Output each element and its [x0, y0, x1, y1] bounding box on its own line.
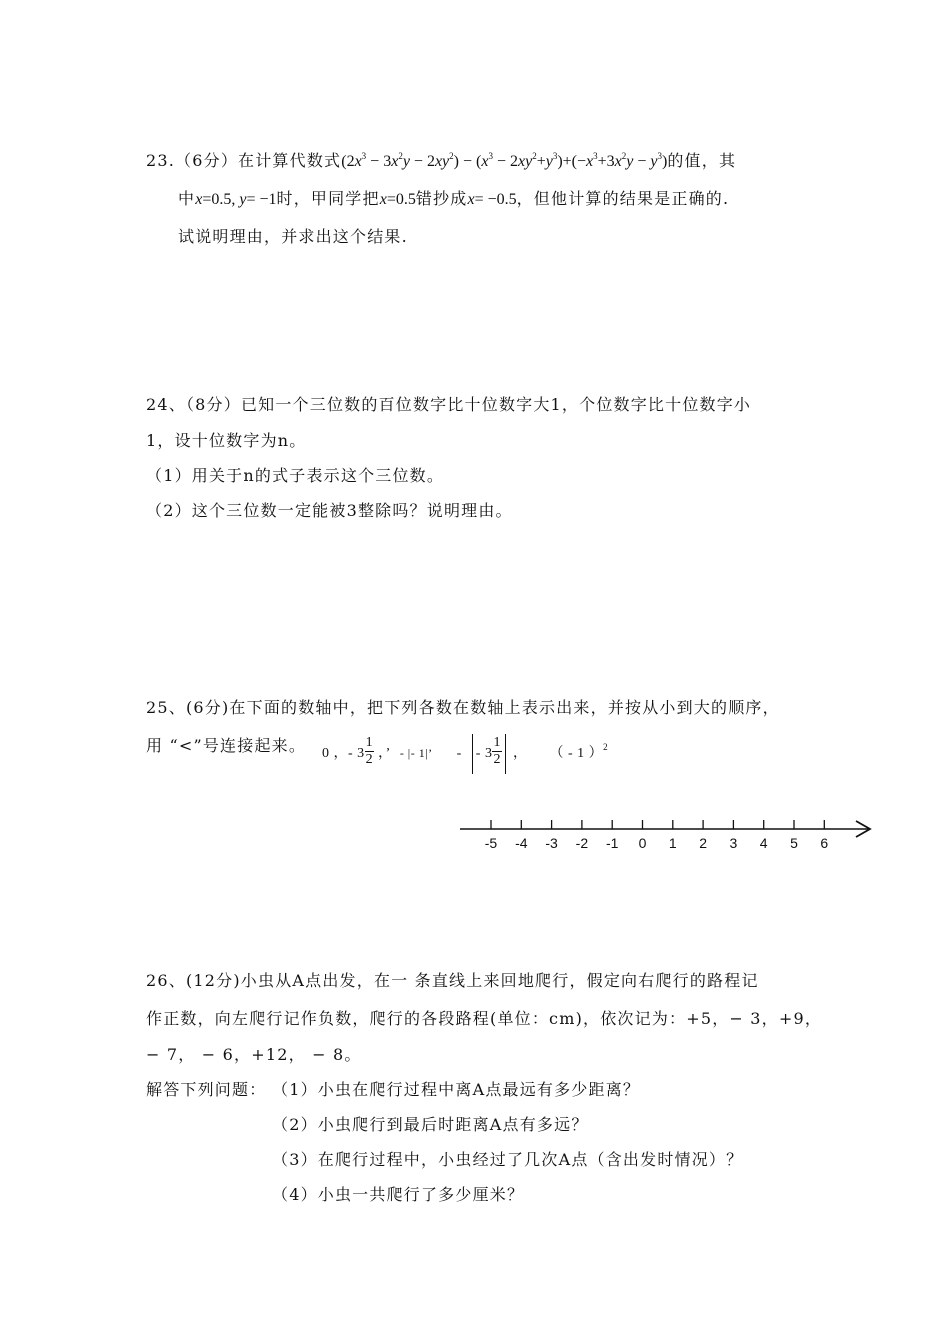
q25-sep2: ，’: [378, 746, 391, 762]
tick-label-3: 3: [729, 835, 738, 851]
q26-sub2: （2）小虫爬行到最后时距离A点有多远？: [272, 1115, 589, 1134]
q23-line2-c: 错抄成: [415, 189, 468, 208]
q23-expression: $(2x^3 - 3x^2y - 2xy^2) - (x^3 - 2xy^2+y^3)+(-x^3+3x^2y - y^3)$: [341, 151, 668, 170]
q23-line2-b: 时，甲同学把: [276, 189, 380, 208]
number-line: [0, 805, 950, 885]
q23-line3: 试说明理由，并求出这个结果.: [178, 227, 408, 246]
tick-label--4: -4: [515, 835, 528, 851]
q25-n0: 0: [322, 746, 330, 762]
q23-line2-d: ，但他计算的结果是正确的.: [516, 189, 730, 208]
q24-sub1: （1）用关于n的式子表示这个三位数。: [146, 466, 445, 485]
q25-abs: - |- 1|’: [399, 746, 433, 761]
q25-power-exp: 2: [603, 742, 609, 753]
tick-label-0: 0: [638, 835, 647, 851]
q25-mixed-fraction: $\frac{1}{2}$: [365, 734, 374, 767]
q25-sep3: ，: [512, 746, 528, 762]
tick-label-6: 6: [820, 835, 829, 851]
q24-sub2: （2）这个三位数一定能被3整除吗？说明理由。: [146, 501, 513, 520]
number-line-ticks: [485, 820, 829, 851]
q23-condition: x=0.5, y= −1: [195, 191, 277, 208]
q25-neg: -: [456, 746, 462, 762]
q26-sub1: （1）小虫在爬行过程中离A点最远有多少距离？: [272, 1080, 641, 1099]
q25-number-list: [322, 734, 608, 774]
q26-sub3: （3）在爬行过程中，小虫经过了几次A点（含出发时情况）？: [272, 1150, 744, 1169]
q26-line2: 作正数，向左爬行记作负数，爬行的各段路程(单位：cm)，依次记为：+5，− 3，+9，: [146, 1009, 823, 1028]
q24-line2: 1，设十位数字为n。: [146, 431, 307, 450]
q25-right-paren-bar: [505, 734, 506, 774]
tick-label--1: -1: [605, 835, 619, 851]
q23-wrong1: x=0.5: [379, 191, 416, 208]
q25-sep1: ，- 3: [333, 746, 365, 762]
tick-label-4: 4: [759, 835, 768, 851]
q26-sub4: （4）小虫一共爬行了多少厘米？: [272, 1185, 525, 1204]
q26-line1: 26、(12分)小虫从A点出发，在一 条直线上来回地爬行，假定向右爬行的路程记: [146, 971, 759, 990]
q25-paren-inner: - 3: [475, 746, 493, 762]
tick-label--5: -5: [484, 835, 498, 851]
q25-mixed-fraction-2: $\frac{1}{2}$: [493, 734, 501, 767]
q23-line2: [178, 188, 729, 211]
tick-label--2: -2: [575, 835, 589, 851]
q23-line1: [146, 150, 736, 173]
q23-text2: 的值，其: [667, 151, 737, 170]
tick-label-2: 2: [699, 835, 707, 851]
q25-line1: 25、(6分)在下面的数轴中，把下列各数在数轴上表示出来，并按从小到大的顺序，: [146, 698, 780, 717]
q23-line2-a: 中: [178, 189, 196, 208]
tick-label-5: 5: [790, 835, 798, 851]
tick-label-1: 1: [668, 835, 677, 851]
q25-line2: 用 “<”号连接起来。: [146, 736, 307, 755]
q23-wrong2: x= −0.5: [467, 191, 517, 208]
q23-text1: 在计算代数式: [238, 151, 342, 170]
q23-number: 23.: [146, 151, 176, 170]
tick-label--3: -3: [545, 835, 558, 851]
q26-line3: − 7， − 6，+12， − 8。: [146, 1045, 362, 1064]
q23-score: （6分）: [175, 151, 239, 170]
q25-power: （ - 1 ）: [549, 746, 604, 762]
q25-left-paren-bar: [472, 734, 473, 774]
q26-lead: 解答下列问题：: [146, 1080, 267, 1099]
q24-line1: 24、（8分）已知一个三位数的百位数字比十位数字大1，个位数字比十位数字小: [146, 395, 752, 414]
